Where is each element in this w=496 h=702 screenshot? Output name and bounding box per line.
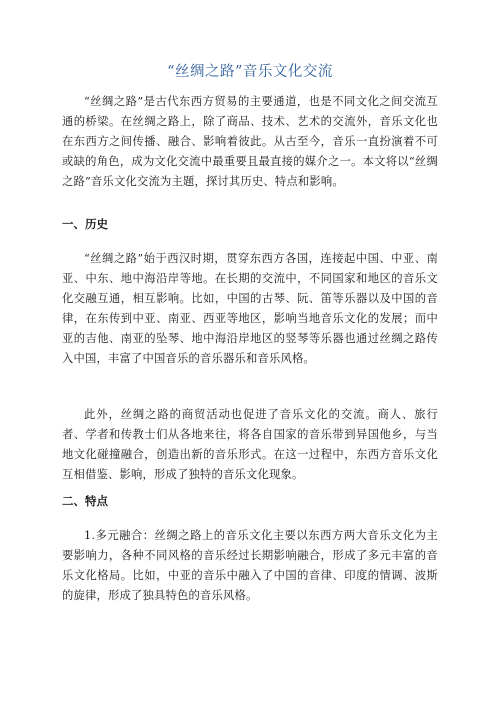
section-heading-history: 一、历史	[62, 217, 108, 231]
history-paragraph-2: 此外，丝绸之路的商贸活动也促进了音乐文化的交流。商人、旅行者、学者和传教士们从各地来往，将各自国家的音乐带到异国他乡，与当地文化碰撞融合，创造出新的音乐形式。在这一过程中，东西方音乐文化互相借鉴、影响，形成了独特的音乐文化现象。	[62, 408, 438, 481]
section-heading-features: 二、特点	[62, 494, 108, 508]
intro-paragraph: “丝绸之路”是古代东西方贸易的主要通道，也是不同文化之间交流互通的桥梁。在丝绸之路上，除了商品、技术、艺术的交流外，音乐文化也在东西方之间传播、融合、影响着彼此。从古至今，音乐一直扮演着不可或缺的角色，成为文化交流中最重要且最直接的媒介之一。本文将以“丝绸之路”音乐文化交流为主题，探讨其历史、特点和影响。	[62, 95, 438, 188]
features-paragraph-1: 1.多元融合：丝绸之路上的音乐文化主要以东西方两大音乐文化为主要影响力，各种不同风格的音乐经过长期影响融合，形成了多元丰富的音乐文化格局。比如，中亚的音乐中融入了中国的音律、印度的情调、波斯的旋律，形成了独具特色的音乐风格。	[62, 529, 438, 602]
history-paragraph-1: “丝绸之路”始于西汉时期，贯穿东西方各国，连接起中国、中亚、南亚、中东、地中海沿岸等地。在长期的交流中，不同国家和地区的音乐文化交融互通，相互影响。比如，中国的古琴、阮、笛等乐器以及中国的音律，在东传到中亚、南亚、西亚等地区，影响当地音乐文化的发展；而中亚的吉他、南亚的坠琴、地中海沿岸地区的竖琴等乐器也通过丝绸之路传入中国，丰富了中国音乐的音乐器乐和音乐风格。	[62, 252, 438, 365]
document-title: “丝绸之路”音乐文化交流	[167, 64, 333, 80]
